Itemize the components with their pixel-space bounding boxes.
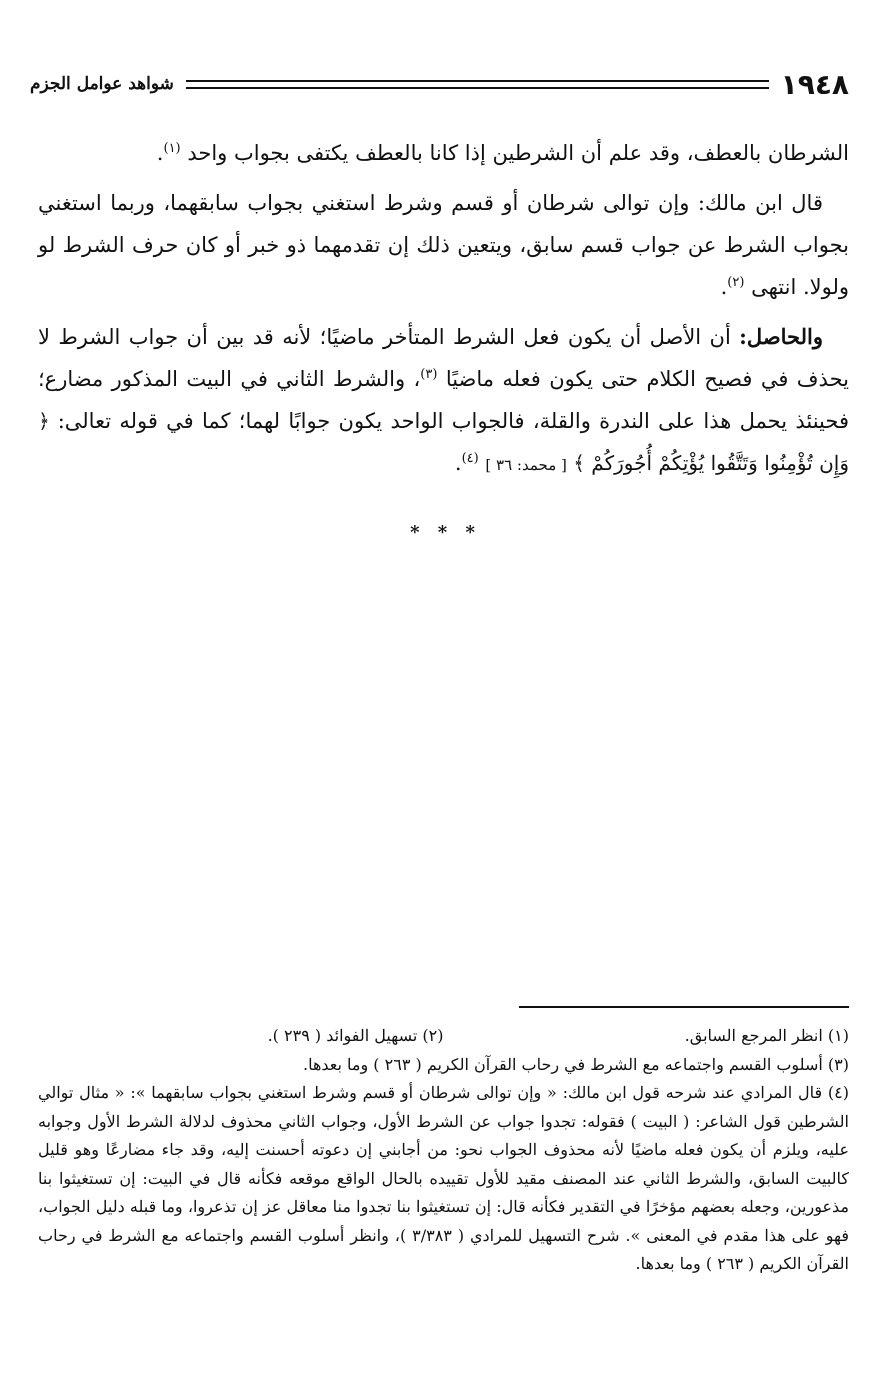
paragraph-2-text: قال ابن مالك: وإن توالى شرطان أو قسم وشرط استغني بجواب سابقهما، وربما استغني بجواب الشرط عن جواب قسم سابق، ويتعين ذلك إن تقدمهما ذو خبر أو كان حرف الشرط لو ولولا. انتهى (38, 191, 849, 299)
paragraph-1-end: . (156, 141, 164, 165)
paragraph-1 (38, 132, 849, 174)
footnote-ref-1: (١) (163, 141, 181, 156)
paragraph-3-end: . (454, 451, 462, 475)
header-double-rule (186, 80, 769, 89)
footnote-ref-4: (٤) (461, 451, 479, 466)
footnote-ref-3: (٣) (420, 367, 438, 382)
footnote-rule (519, 1006, 849, 1008)
page-header (30, 64, 849, 104)
footnote-4: (٤) قال المرادي عند شرحه قول ابن مالك: « وإن توالى شرطان أو قسم وشرط استغني بجواب سابقهما »: « مثال توالي الشرطين قول الشاعر: ( البيت ) فقوله: تجدوا جواب عن الشرط الأول، وجواب الثاني محذوف لدلالة الشرط الأول وجوابه عليه، ويلزم أن يكون فعله ماضيًا لأنه محذوف الجواب نحو: من أجابني إن دعوته أحسنت إليه، وقد جاء مضارعًا وهو قليل كالبيت السابق، والشرط الثاني عند المصنف مقيد للأول تقييده بالحال الواقع موقعه فكأنه قال في البيت: إن تستغيثوا بنا مذعورين، وجعله بعضهم مؤخرًا في التقدير فكأنه قال: إن تستغيثوا بنا تجدوا منا معاقل عز إن تذعروا، وما قبله دليل الجواب، فهو على هذا مقدم في المعنى ». شرح التسهيل للمرادي ( ٣/٣٨٣ )، وانظر أسلوب القسم واجتماعه مع الشرط في رحاب القرآن الكريم ( ٢٦٣ ) وما بعدها. (38, 1083, 850, 1273)
footnote-2: (٢) تسهيل الفوائد ( ٢٣٩ ). (267, 1026, 444, 1045)
page-number: ١٩٤٨ (780, 67, 849, 101)
paragraph-3-text-a: أن الأصل أن يكون فعل الشرط المتأخر ماضيًا؛ لأنه قد بين أن جواب الشرط لا يحذف في فصيح الكلام حتى يكون فعله ماضيًا (38, 325, 849, 391)
section-separator: * * * (410, 522, 481, 543)
footnotes (38, 1022, 849, 1279)
main-text (38, 132, 849, 486)
paragraph-3-lead: والحاصل: (739, 324, 823, 349)
paragraph-2-end: . (720, 275, 728, 299)
footnote-3: (٣) أسلوب القسم واجتماعه مع الشرط في رحاب القرآن الكريم ( ٢٦٣ ) وما بعدها. (302, 1054, 849, 1074)
quran-verse: ﴿ وَإِن تُؤْمِنُوا وَتَتَّقُوا يُؤْتِكُمْ أُجُورَكُمْ ﴾ (38, 409, 849, 475)
paragraph-2 (38, 182, 849, 308)
footnote-row-1-2 (38, 1022, 849, 1051)
footnote-1: (١) انظر المرجع السابق. (684, 1026, 849, 1045)
running-title: شواهد عوامل الجزم (30, 74, 174, 94)
paragraph-3 (38, 316, 849, 486)
quran-citation: [ محمد: ٣٦ ] (485, 456, 567, 474)
paragraph-1-text: الشرطان بالعطف، وقد علم أن الشرطين إذا كانا بالعطف يكتفى بجواب واحد (187, 141, 849, 165)
paragraph-3-text-b: ، والشرط الثاني في البيت المذكور مضارع؛ فحينئذ يحمل هذا على الندرة والقلة، فالجواب الواحد يكون جوابًا لهما؛ كما في قوله تعالى: (38, 367, 849, 433)
footnote-ref-2: (٢) (727, 275, 745, 290)
